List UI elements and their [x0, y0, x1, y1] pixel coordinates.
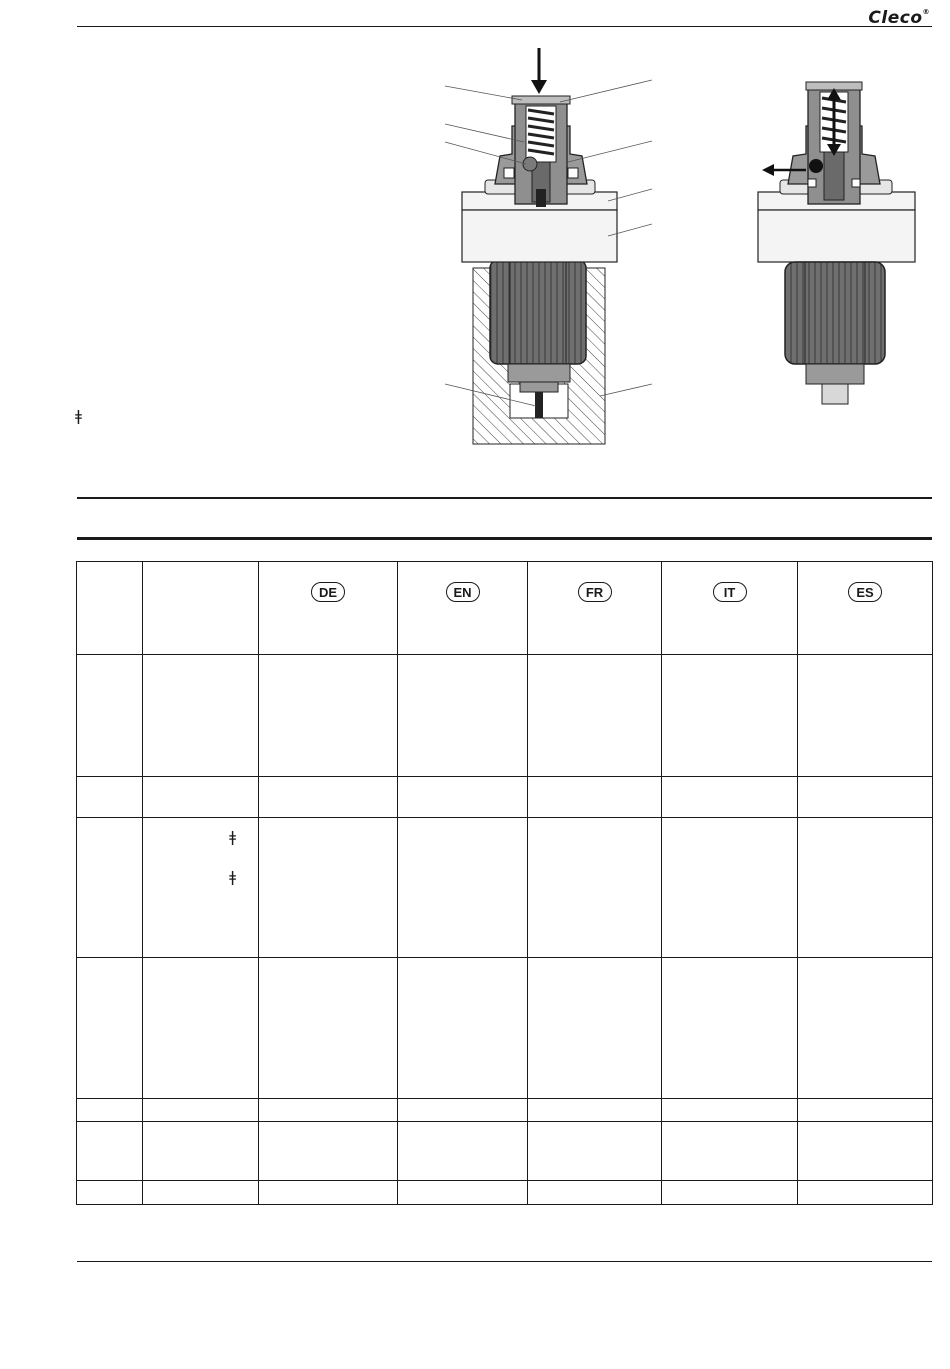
lang-col-it — [662, 562, 798, 655]
footer-rule — [77, 1261, 932, 1262]
lang-badge: EN — [446, 582, 480, 602]
table-cell-markers — [143, 818, 259, 958]
row-dagger: ǂ — [229, 868, 236, 886]
table-cell — [143, 562, 259, 655]
table-row — [77, 655, 933, 777]
table-row — [77, 958, 933, 1099]
cross-section-figure — [440, 44, 940, 449]
table-row — [77, 1099, 933, 1122]
top-rule — [77, 26, 932, 27]
lang-badge: FR — [578, 582, 612, 602]
tool-cross-section-released — [758, 82, 915, 404]
table-row — [77, 1122, 933, 1181]
lang-col-fr — [528, 562, 662, 655]
table-header-row — [77, 562, 933, 655]
table-row — [77, 777, 933, 818]
row-dagger: ǂ — [229, 828, 236, 846]
lang-badge: IT — [713, 582, 747, 602]
lang-col-de — [259, 562, 398, 655]
section-rule-bottom — [77, 537, 932, 540]
tool-cross-section-pressed — [445, 48, 652, 444]
note-dagger: ǂ — [75, 407, 82, 425]
section-rule-top — [77, 497, 932, 499]
cleco-logo: Cleco® — [868, 8, 930, 28]
table-row — [77, 818, 933, 958]
table-row — [77, 1181, 933, 1205]
table-cell — [77, 562, 143, 655]
lang-col-en — [398, 562, 528, 655]
lang-badge: ES — [848, 582, 882, 602]
spec-table — [76, 561, 933, 1205]
lang-badge: DE — [311, 582, 345, 602]
lang-col-es — [798, 562, 933, 655]
